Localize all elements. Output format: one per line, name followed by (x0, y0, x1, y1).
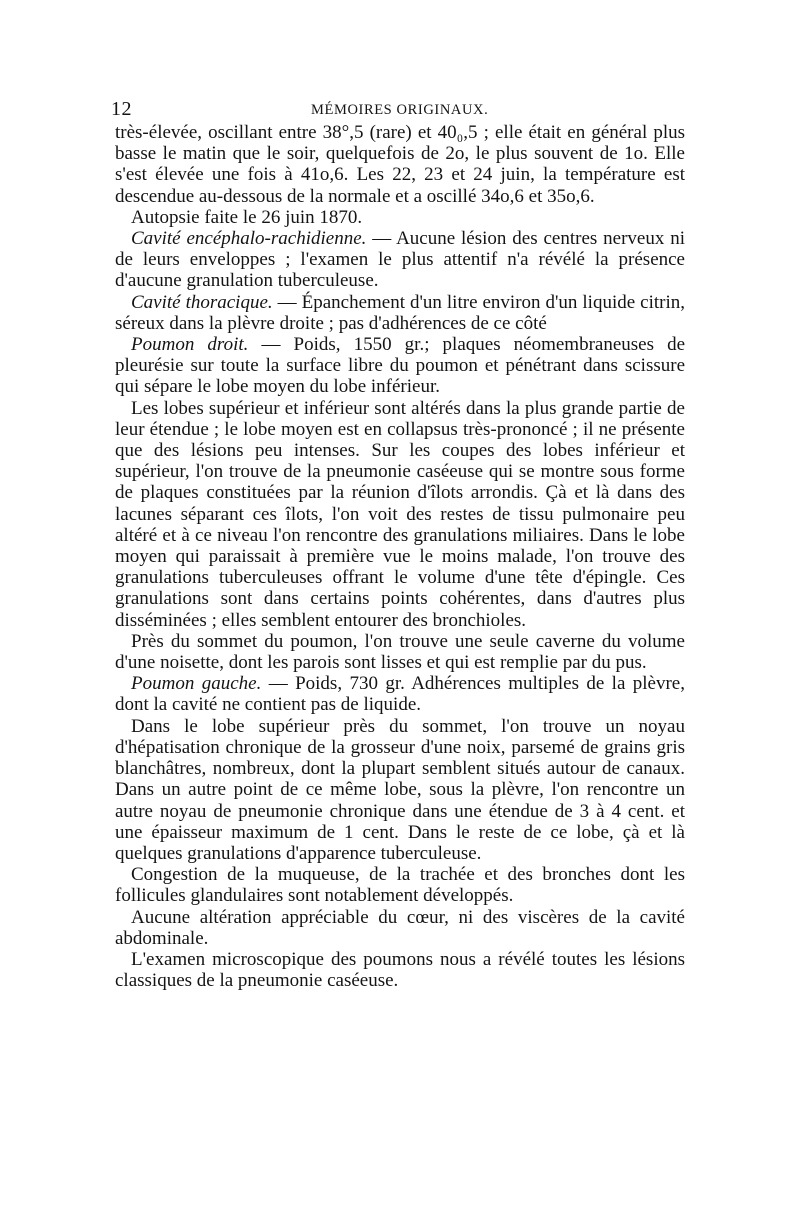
paragraph: Autopsie faite le 26 juin 1870. (131, 206, 363, 228)
running-head: MÉMOIRES ORIGINAUX. (311, 102, 489, 118)
section-heading: Cavité thoracique. (131, 291, 273, 313)
paragraph: L'examen microscopique des poumons nous a révélé toutes les lésions classiques de la pneumonie caséeuse. (115, 948, 685, 992)
paragraph: Les lobes supérieur et inférieur sont altérés dans la plus grande partie de leur étendue ; le lobe moyen est en collapsus très-prononcé ; il ne présente que des lésions peu intenses. Sur les coupes des lobes inférieur et supérieur, l'on trouve de la pneumonie caséeuse qui se montre sous forme de plaques constituées par la réunion d'îlots arrondis. Çà et là dans des lacunes séparant ces îlots, l'on voit des restes de tissu pulmonaire peu altéré et à ce niveau l'on rencontre des granulations miliaires. Dans le lobe moyen qui paraissait à première vue le moins malade, l'on trouve des granulations tuberculeuses offrant le volume d'une tête d'épingle. Ces granulations sont dans certains points cohérentes, dans d'autres plus disséminées ; elles semblent entourer des bronchioles. (115, 397, 685, 631)
paragraph: Cavité thoracique. — Épanchement d'un litre environ d'un liquide citrin, séreux dans la plèvre droite ; pas d'adhérences de ce côté (115, 291, 685, 334)
section-heading: Poumon gauche. (131, 673, 262, 695)
page (111, 96, 686, 992)
paragraph: Cavité encéphalo-rachidienne. — Aucune lésion des centres nerveux ni de leurs enveloppes ; l'examen le plus attentif n'a révélé la présence d'aucune granulation tuberculeuse. (115, 228, 685, 292)
paragraph: Près du sommet du poumon, l'on trouve une seule caverne du volume d'une noisette, dont les parois sont lisses et qui est remplie par du pus. (115, 630, 685, 674)
section-heading: Poumon droit. (131, 334, 249, 356)
paragraph: Congestion de la muqueuse, de la trachée et des bronches dont les follicules glandulaires sont notablement développés. (115, 864, 685, 907)
paragraph: Dans le lobe supérieur près du sommet, l'on trouve un noyau d'hépatisation chronique de la grosseur d'une noix, parsemé de grains gris blanchâtres, nombreux, dont la plupart semblent situés autour de canaux. Dans un autre point de ce même lobe, sous la plèvre, l'on rencontre un autre noyau de pneumonie chronique dans une étendue de 3 à 4 cent. et une épaisseur maximum de 1 cent. Dans le reste de ce lobe, çà et là quelques granulations d'apparence tuberculeuse. (115, 715, 685, 864)
paragraph: Aucune altération appréciable du cœur, ni des viscères de la cavité abdominale. (115, 906, 685, 949)
paragraph: Poumon droit. — Poids, 1550 gr.; plaques néomembraneuses de pleurésie sur toute la surface libre du poumon et pénétrant dans scissure qui sépare le lobe moyen du lobe inférieur. (115, 334, 686, 398)
paragraph: Poumon gauche. — Poids, 730 gr. Adhérences multiples de la plèvre, dont la cavité ne contient pas de liquide. (115, 673, 685, 716)
page-header (111, 96, 685, 122)
body-text (115, 122, 685, 991)
section-heading: Cavité encéphalo-rachidienne. (131, 228, 367, 250)
page-number: 12 (111, 98, 132, 120)
paragraph: très-élevée, oscillant entre 38°,5 (rare) et 40₀,5 ; elle était en général plus basse le matin que le soir, quelquefois de 2o, le plus souvent de 1o. Elle s'est élevée une fois à 41o,6. Les 22, 23 et 24 juin, la température est descendue au-dessous de la normale et a oscillé 34o,6 et 35o,6. (115, 122, 685, 207)
